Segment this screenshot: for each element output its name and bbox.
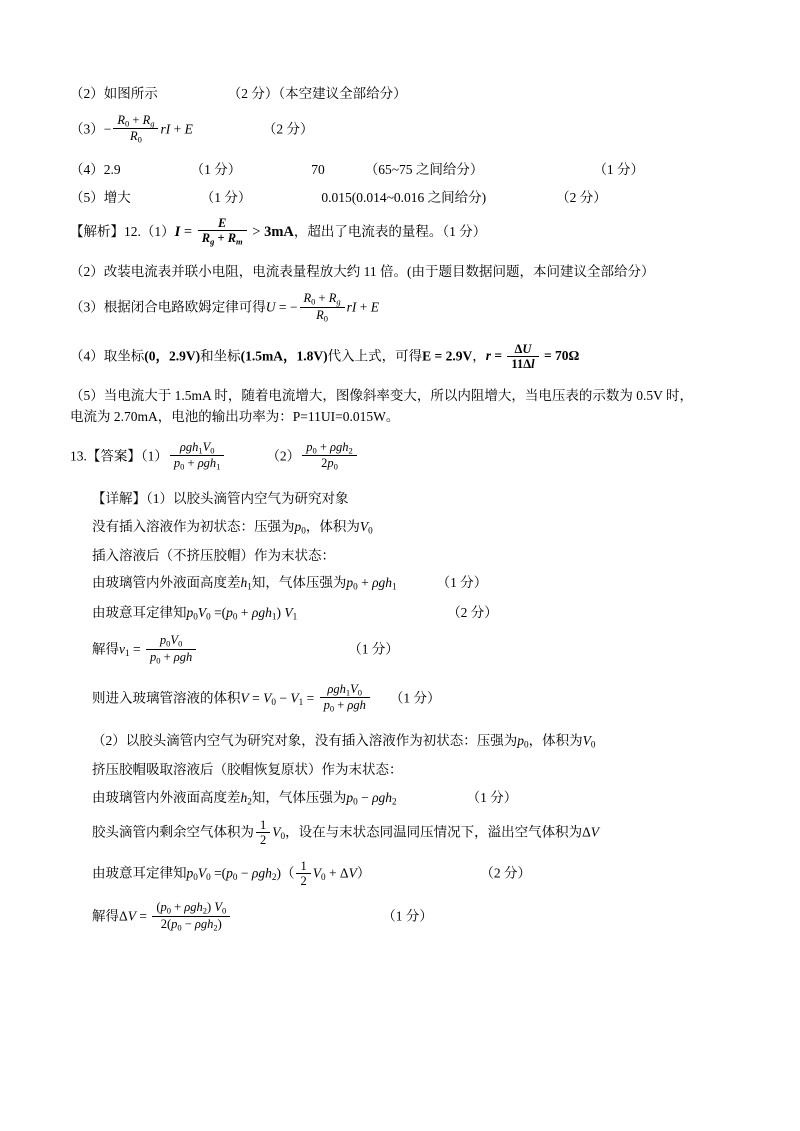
- detail-9-score: （1 分）: [466, 789, 518, 805]
- analysis-1-tail: ，超出了电流表的量程。（1 分）: [293, 224, 487, 240]
- detail-12-score: （1 分）: [382, 908, 433, 924]
- analysis-4-prefix: （4）取坐标: [70, 348, 145, 364]
- detail-line-9: 由玻璃管内外液面高度差$h_2$知，气体压强为$p_0 - \rho gh_2$ （1 分）: [92, 789, 518, 807]
- detail-line-8: 挤压胶帽吸取溶液后（胶帽恢复原状）作为末状态：: [92, 762, 403, 778]
- value-E: E = 2.9V: [422, 348, 473, 364]
- formula-ans1: $\frac{\rho gh_1V_0}{p_0 + \rho gh_1}$: [170, 440, 225, 473]
- formula-half: $\frac{1}{2}$: [256, 818, 270, 847]
- answer-5-value2: 0.015(0.014~0.016 之间给分): [321, 189, 487, 205]
- formula-V: $\frac{\rho gh_1V_0}{p_0 + \rho gh}$: [320, 682, 370, 715]
- answer-3-score: （2 分）: [262, 121, 314, 136]
- detail-1-mid: ，体积为: [305, 518, 360, 534]
- coord-a: (0，2.9V): [144, 348, 201, 364]
- formula-v1: $\frac{p_0V_0}{p_0 + \rho gh}$: [146, 633, 196, 666]
- detail-4-prefix: 由玻意耳定律知: [92, 604, 187, 620]
- answer-line-5: [70, 190, 742, 206]
- detail-1-prefix: 没有插入溶液作为初状态：压强为: [92, 518, 295, 534]
- detail-9-prefix: 由玻璃管内外液面高度差: [92, 789, 241, 805]
- analysis-4-tail: 代入上式，可得: [327, 348, 423, 364]
- formula-3: $\frac{R_0 + Rg}{R_0}$: [113, 113, 158, 146]
- answer-4-note: （65~75 之间给分）: [364, 162, 484, 178]
- answer-2-note: （本空建议全部给分）: [278, 86, 407, 101]
- detail-line-2: 插入溶液后（不挤压胶帽）作为末状态：: [92, 547, 335, 563]
- analysis-4-mid: 和坐标: [200, 348, 241, 364]
- analysis-line-2: （2）改装电流表并联小电阻，电流表量程放大约 11 倍。(由于题目数据问题，本问建议全部给分）: [70, 264, 655, 280]
- answer-5-score2: （2 分）: [556, 189, 607, 205]
- analysis-line-5b: 电流为 2.70mA，电池的输出功率为：P=11UI=0.015W。: [70, 409, 400, 425]
- detail-line-1: 没有插入溶液作为初状态：压强为$p_0$，体积为$V_0$: [92, 518, 373, 536]
- analysis-prefix: 【解析】12.（1）: [70, 224, 175, 240]
- formula-U: $\frac{R_0 + Rg}{R_0}$: [300, 291, 345, 324]
- detail-line-11: 由玻意耳定律知$p_0V_0 =(p_0 - \rho gh_2)$（ $\frac{1}{2}$ $V_0 + \Delta V$） （2 分）: [92, 859, 531, 889]
- answer-13-mid: （2）: [266, 448, 301, 464]
- answer-2-score: （2 分）: [227, 86, 279, 101]
- detail-5-score: （1 分）: [348, 641, 399, 657]
- detail-6-prefix: 则进入玻璃管溶液的体积: [92, 690, 241, 705]
- answer-4-label: （4）2.9: [70, 162, 121, 178]
- detail-line-7: （2）以胶头滴管内空气为研究对象，没有插入溶液作为初状态：压强为$p_0$，体积为$V_0$: [92, 733, 596, 750]
- answer-line-3: （3）− $\frac{R_0 + Rg}{R_0}$ rI + E （2 分）: [70, 112, 314, 145]
- detail-5-prefix: 解得: [92, 641, 119, 657]
- analysis-line-1: [70, 217, 742, 248]
- coord-b: (1.5mA，1.8V): [240, 348, 328, 364]
- detail-3-mid: 知，气体压强为: [251, 575, 347, 591]
- formula-current: I = $\frac{E}{Rg + Rm}$ > 3mA: [174, 216, 294, 247]
- document-body: [70, 86, 742, 946]
- detail-line-10: 胶头滴管内剩余空气体积为 $\frac{1}{2}$ $V_0$，设在与末状态同温同压情况下，溢出空气体积为ΔV: [92, 818, 600, 848]
- detail-line-12: 解得ΔV = $\frac{(p_0 + \rho gh_2) V_0}{2(p_0 - \rho gh_2)}$ （1 分）: [92, 900, 433, 933]
- formula-r: r = $\frac{\Delta U}{11\Delta l}$ = 70Ω: [485, 341, 580, 371]
- answer-5-label: （5）增大: [70, 189, 131, 205]
- detail-9-mid: 知，气体压强为: [251, 789, 347, 805]
- detail-6-score: （1 分）: [389, 690, 441, 705]
- analysis-line-3: （3）根据闭合电路欧姆定律可得U = − $\frac{R_0 + Rg}{R_0}$ rI + E: [70, 290, 379, 323]
- formula-result: $\frac{(p_0 + \rho gh_2) V_0}{2(p_0 - \rho gh_2)}$: [152, 900, 230, 933]
- detail-12-prefix: 解得: [92, 908, 119, 924]
- detail-3-score: （1 分）: [436, 575, 488, 591]
- detail-line-6: 则进入玻璃管溶液的体积$V = V_0 - V_1$ = $\frac{\rho gh_1V_0}{p_0 + \rho gh}$ （1 分）: [92, 681, 441, 714]
- comma: ，: [472, 348, 486, 364]
- answer-4-score1: （1 分）: [190, 162, 242, 178]
- detail-line-3: 由玻璃管内外液面高度差$h_1$知，气体压强为$p_0 + \rho gh_1$ （1 分）: [92, 575, 488, 593]
- detail-3-prefix: 由玻璃管内外液面高度差: [92, 575, 241, 591]
- analysis-3-prefix: （3）根据闭合电路欧姆定律可得: [70, 299, 266, 315]
- answer-line-2: [70, 86, 742, 102]
- detail-11-score: （2 分）: [480, 865, 531, 881]
- detail-7-mid: ，体积为: [528, 733, 583, 749]
- answer-4-value2: 70: [311, 162, 325, 178]
- detail-10-prefix: 胶头滴管内剩余空气体积为: [92, 824, 254, 840]
- formula-ans2: $\frac{p_0 + \rho gh_2}{2p_0}$: [302, 440, 357, 473]
- detail-11-prefix: 由玻意耳定律知: [92, 865, 187, 881]
- detail-4-score: （2 分）: [447, 604, 498, 620]
- answer-3-label: （3）: [70, 121, 104, 136]
- answer-5-score1: （1 分）: [200, 189, 252, 205]
- detail-line-5: 解得$v_1$ = $\frac{p_0V_0}{p_0 + \rho gh}$ （1 分）: [92, 632, 399, 665]
- detail-10-mid: ，设在与末状态同温同压情况下，溢出空气体积为: [285, 824, 583, 840]
- analysis-line-5a: （5）当电流大于 1.5mA 时，随着电流增大，图像斜率变大，所以内阻增大，当电压表的示数为 0.5V 时，: [70, 387, 694, 403]
- detail-7-prefix: （2）以胶头滴管内空气为研究对象，没有插入溶液作为初状态：压强为: [92, 733, 518, 749]
- answer-2-label: （2）如图所示: [70, 86, 158, 101]
- answer-4-score2: （1 分）: [593, 162, 645, 178]
- answer-13: [70, 441, 742, 474]
- analysis-line-4: [70, 343, 742, 372]
- detail-header: 【详解】（1）以胶头滴管内空气为研究对象: [92, 491, 349, 507]
- answer-13-prefix: 13.【答案】（1）: [70, 448, 168, 464]
- detail-line-4: 由玻意耳定律知$p_0V_0 =(p_0 + \rho gh_1)$ $V_1$ （2 分）: [92, 604, 498, 622]
- answer-line-4: [70, 162, 742, 178]
